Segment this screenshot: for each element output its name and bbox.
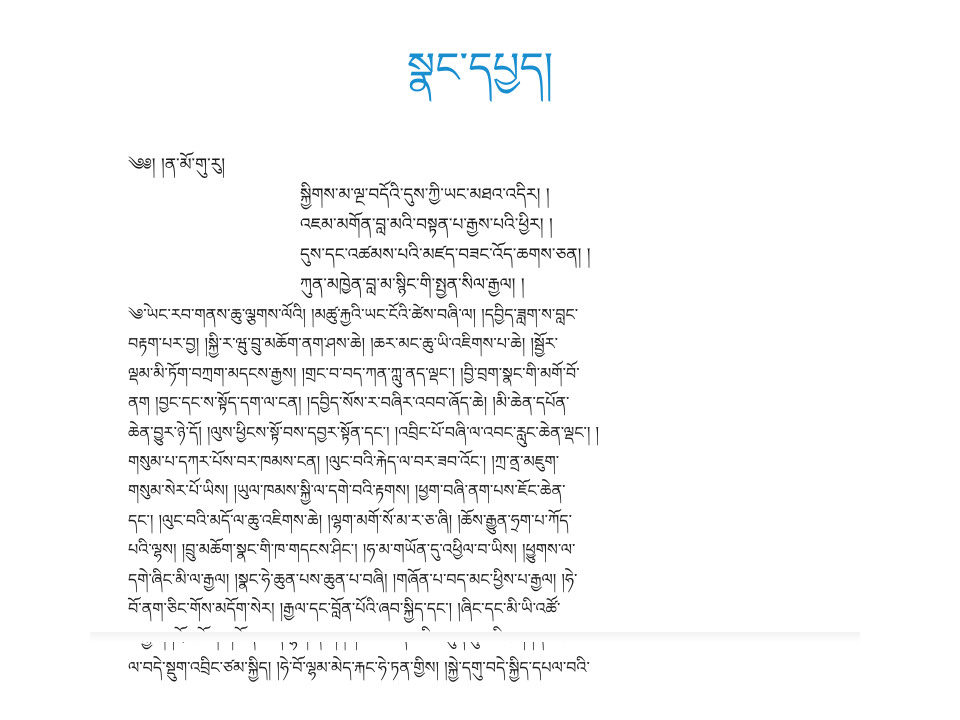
slide-title: སྣང་དཔྱད།: [406, 43, 554, 92]
prose-line: ལ་བདེ་སྡུག་འབྲིང་ཙམ་སྐྱིད། །ཧེ་བོ་ལྷམ་མེད་རྐང་ཧེ་ཏན་གྱིས། །སྐྱེ་དགུ་བདེ་སྐྱིད་དཔལ་བའི་: [128, 657, 590, 677]
prose-line: ནག །བྱང་དང་ས་སྟོད་དག་ལ་ངན། །དབྱིད་སོས་ར་བཞིར་འབབ་ཞོད་ཆེ། །མི་ཆེན་དཔོན་: [128, 393, 570, 413]
prose-line: པའི་ལྷས། །བྲུ་མཆོག་སྣང་གི་ཁ་གདངས་ཤིང་། །ཧ་མ་གཡོན་དུ་འཕྱིལ་བ་ཡིས། །ཕྱུགས་ལ་: [128, 540, 576, 560]
prose-line: གསུམ་སེར་པོ་ཡིས། །ཡུལ་ཁམས་སྐྱི་ལ་དགེ་བའི་རྟགས། །ཕྱག་བཞི་ནག་པས་ཇོང་ཆེན་: [128, 481, 566, 501]
prose-line: གསུམ་པ་དཀར་པོས་བར་ཁམས་ངན། །ལུང་བའི་རྐེད་ལ་བར་ཟབ་འོང་། །ཀྲ་ནྲ་མཇུག་: [128, 452, 560, 472]
prose-line: ལྡམ་མི་ཏོག་བཀྲག་མདངས་རྒྱས། །གྲང་བ་བད་ཀན་ཀླུ་ནད་ལྡང་། །བྱི་བྲག་སྣང་གི་མགོ་བོ་: [128, 363, 580, 383]
verse-line: སྐྱིགས་མ་ལྔ་བདོའི་དུས་ཀྱི་ཡང་མཐའ་འདིར། །: [300, 185, 550, 205]
heading-line: ༄༅། །ན་མོ་གུ་རུ།: [128, 155, 226, 175]
prose-line: བོ་ནག་ཅིང་གོས་མདོག་སེར། །རྒྱལ་དང་བློན་པོའི་ཞབ་སྐྱིད་དང་། །ཞིང་དང་མི་ཡི་འཚོ་: [128, 599, 561, 619]
verse-line: འཇམ་མགོན་བླ་མའི་བསྟན་པ་རྒྱས་པའི་ཕྱིར། །: [300, 215, 553, 235]
prose-line: དང་། །ལུང་བའི་མདོ་ལ་ཆུ་འཇིགས་ཆེ། །ལྷག་མགོ་སོ་མ་ར་ཅ་ཞི། །ཆོས་རྒྱུན་ཧྲག་པ་ཀོད་: [128, 510, 572, 530]
prose-line: ཆེན་བྱུར་ཉེ་དོ། །ལུས་ཕྱིངས་སྟོ་བས་དབྱར་སྟོན་དང་། །འབྲིང་པོ་བཞི་ལ་འབང་རླུང་ཆེན་ལྡང་། །: [128, 422, 600, 442]
page-shadow: [90, 632, 860, 642]
prose-line: ༄ེ་ཡང་རབ་གནས་ཆུ་ལྕགས་ལོའི། །མཚུ་རྐྱའི་ཡང་ངོའི་ཚེས་བཞི་ལ། །དབྱིད་ཟླག་ས་བླང་: [128, 305, 579, 324]
document-text: [128, 150, 840, 677]
prose-line: དགེ་ཞིང་མི་ལ་རྒྱལ། །སྣང་ཧེ་ཆུན་པས་ཆུན་པ་བཞི། །གཞོན་པ་བད་མང་ཕྱིས་པ་རྒྱལ། །ཧེ་: [128, 569, 578, 589]
verse-line: དུས་དང་འཚམས་པའི་མཛད་བཟང་འོད་ཆགས་ཅན། །: [300, 245, 591, 265]
verse-line: ཀུན་མཁྱེན་བླ་མ་སྙིང་གི་སྤྱན་སིལ་རྒྱལ། །: [300, 275, 525, 295]
prose-line: བརྟག་པར་བྱ། །སྐྱི་ར་ཝུ་བྲུ་མཆོག་ནག་ཤས་ཆེ། །ཆར་མང་ཆུ་ཡི་འཇིགས་པ་ཆེ། །སྦྱོར་: [128, 334, 559, 354]
